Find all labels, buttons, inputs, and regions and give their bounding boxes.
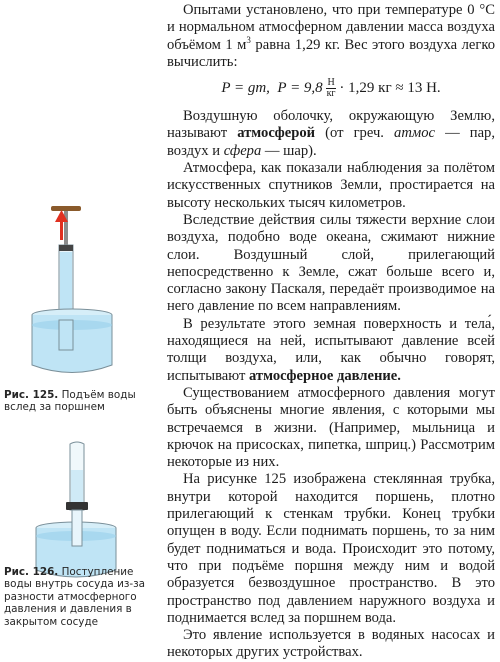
- paragraph-8: Это явление используется в водяных насосах и некоторых других устройствах.: [167, 627, 495, 661]
- formula-fraction: $\frac{Н}{кг}$: [326, 77, 336, 100]
- figure-125-label: Рис. 125.: [4, 389, 59, 401]
- paragraph-7: На рисунке 125 изображена стеклянная трубка, внутри которой находится поршень, плотно прилегающий к стенкам трубки. Конец трубки опущен в воду. Если поднимать поршень, то за ним будет подниматься и вода. Происходит это потому, что при подъёме поршня между ним и водой образуется безвоздушное пространство. В это пространство под давлением наружного воздуха и поднимается вслед за поршнем вода.: [167, 471, 495, 626]
- paragraph-3: Атмосфера, как показали наблюдения за полётом искусственных спутников Земли, простирается на высоту нескольких тысяч километров.: [167, 160, 495, 211]
- paragraph-2: Воздушную оболочку, окружающую Землю, называют атмосферой (от греч. атмос — пар, воздух и сфера — шар).: [167, 108, 495, 159]
- figure-125-caption: [4, 389, 154, 414]
- stopper: [66, 502, 88, 510]
- weight-formula: [167, 78, 495, 98]
- formula-lhs: P = gm,: [221, 80, 270, 97]
- paragraph-4: Вследствие действия силы тяжести верхние слои воздуха, подобно воде океана, сжимают нижние слои. Воздушный слой, прилегающий непосредственно к Земле, сжат больше всего и, согласно закону Паскаля, передаёт производимое на него давление по всем направлениям.: [167, 211, 495, 315]
- paragraph-1: Опытами установлено, что при температуре 0 °С и нормальном атмосферном давлении масса воздуха объёмом 1 $м^3$ равна 1,29 кг. Вес этого воздуха легко вычислить:: [167, 2, 496, 70]
- figure-126-label: Рис. 126.: [4, 566, 59, 578]
- paragraph-5: В результате этого земная поверхность и тела́, находящиеся на ней, испытывают давление всей толщи воздуха, или, как обычно говорят, испытывают атмосферное давление.: [167, 315, 495, 384]
- tube-submerged: [59, 320, 73, 350]
- figure-126-text: Поступление воды внутрь сосуда из-за разности атмосферного давления и давления в закрытом сосуде: [4, 566, 146, 628]
- piston-handle: [51, 206, 81, 211]
- piston-pump-illustration: [28, 190, 138, 385]
- figure-125-text: Подъём воды вслед за поршнем: [4, 389, 136, 414]
- tube-neck: [72, 510, 82, 546]
- formula-rhs: · 1,29 кг ≈ 13 Н.: [339, 80, 441, 97]
- figure-125: [28, 190, 138, 385]
- main-text: [167, 2, 495, 662]
- paragraph-6: Существованием атмосферного давления могут быть объяснены многие явления, с которыми мы встречаемся в жизни. (Например, мыльница и крючок на присосках, пипетка, шприц.) Рассмотрим некоторые из них.: [167, 384, 495, 471]
- formula-mid: P = 9,8: [277, 80, 323, 97]
- piston: [59, 245, 73, 251]
- figure-126-caption: [4, 566, 154, 628]
